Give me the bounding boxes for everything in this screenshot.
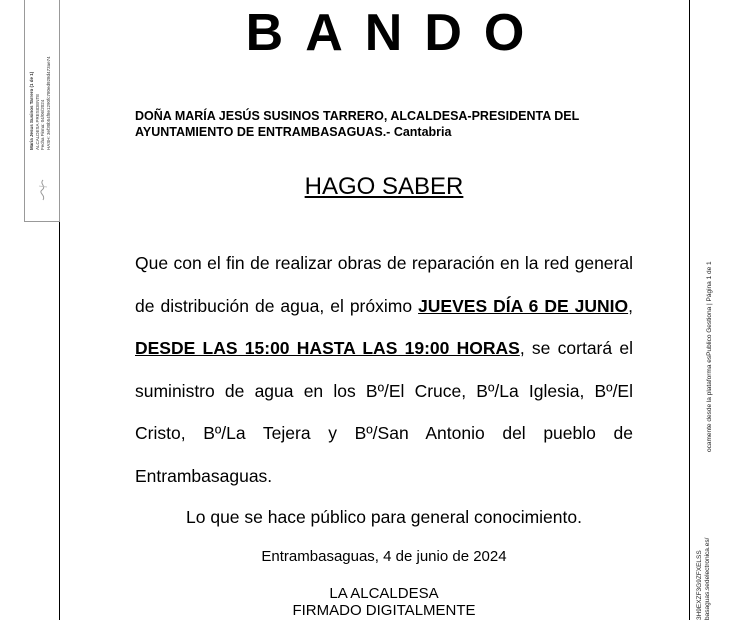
signature-block	[135, 585, 633, 619]
signature-hash: HASH: 3ef30b54f8e1290fc780ed928d473ae74	[45, 56, 51, 150]
verification-url: basaguas.sedelectronica.es/	[703, 537, 711, 620]
signature-scribble-icon	[33, 178, 53, 202]
signature-role: ALCALDESA PRESIDENTE	[34, 93, 40, 150]
signer-title: LA ALCALDESA	[329, 585, 439, 602]
document-title: BANDO	[245, 4, 547, 62]
body-date: JUEVES DÍA 6 DE JUNIO	[418, 295, 629, 316]
announcement-heading: HAGO SABER	[304, 173, 464, 200]
issuer-institution: AYUNTAMIENTO DE ENTRAMBASAGUAS.-	[135, 125, 391, 139]
body-separator: ,	[628, 295, 633, 316]
issuer-line-1: DOÑA MARÍA JESÚS SUSINOS TARRERO, ALCALDESA-PRESIDENTA DEL	[135, 109, 580, 123]
page-border-right	[689, 0, 690, 620]
body-hours: DESDE LAS 15:00 HASTA LAS 19:00 HORAS	[135, 338, 520, 358]
issuer-region: Cantabria	[390, 125, 452, 139]
signed-digitally: FIRMADO DIGITALMENTE	[292, 602, 476, 619]
signature-stamp-text	[29, 0, 51, 150]
body-intro: Que con el fin de realizar obras de reparación en la red general de distribución de agua, el próximo	[135, 253, 633, 316]
announcement-body	[135, 242, 633, 497]
issuer-header	[135, 108, 635, 140]
signature-date: Fecha Firma: 04/06/2024	[40, 99, 45, 150]
issuer-line-2	[135, 124, 635, 140]
verification-code: 3H9EXZF3G9ZFXELSS	[696, 550, 703, 620]
platform-note: ocamente desde la plataforma esPublico Gestiona | Página 1 de 1	[706, 261, 713, 452]
body-rest: , se cortará el suministro de agua en los Bº/El Cruce, Bº/La Iglesia, Bº/El Cristo, Bº/La Tejera y Bº/San Antonio del pueblo de Entrambasaguas.	[135, 338, 633, 486]
signature-signer: Maria Jesus Susinos Tarrero (1 de 1)	[29, 71, 34, 150]
signature-stamp	[24, 0, 60, 222]
public-notice: Lo que se hace público para general conocimiento.	[186, 507, 582, 527]
place-date: Entrambasaguas, 4 de junio de 2024	[261, 548, 507, 565]
